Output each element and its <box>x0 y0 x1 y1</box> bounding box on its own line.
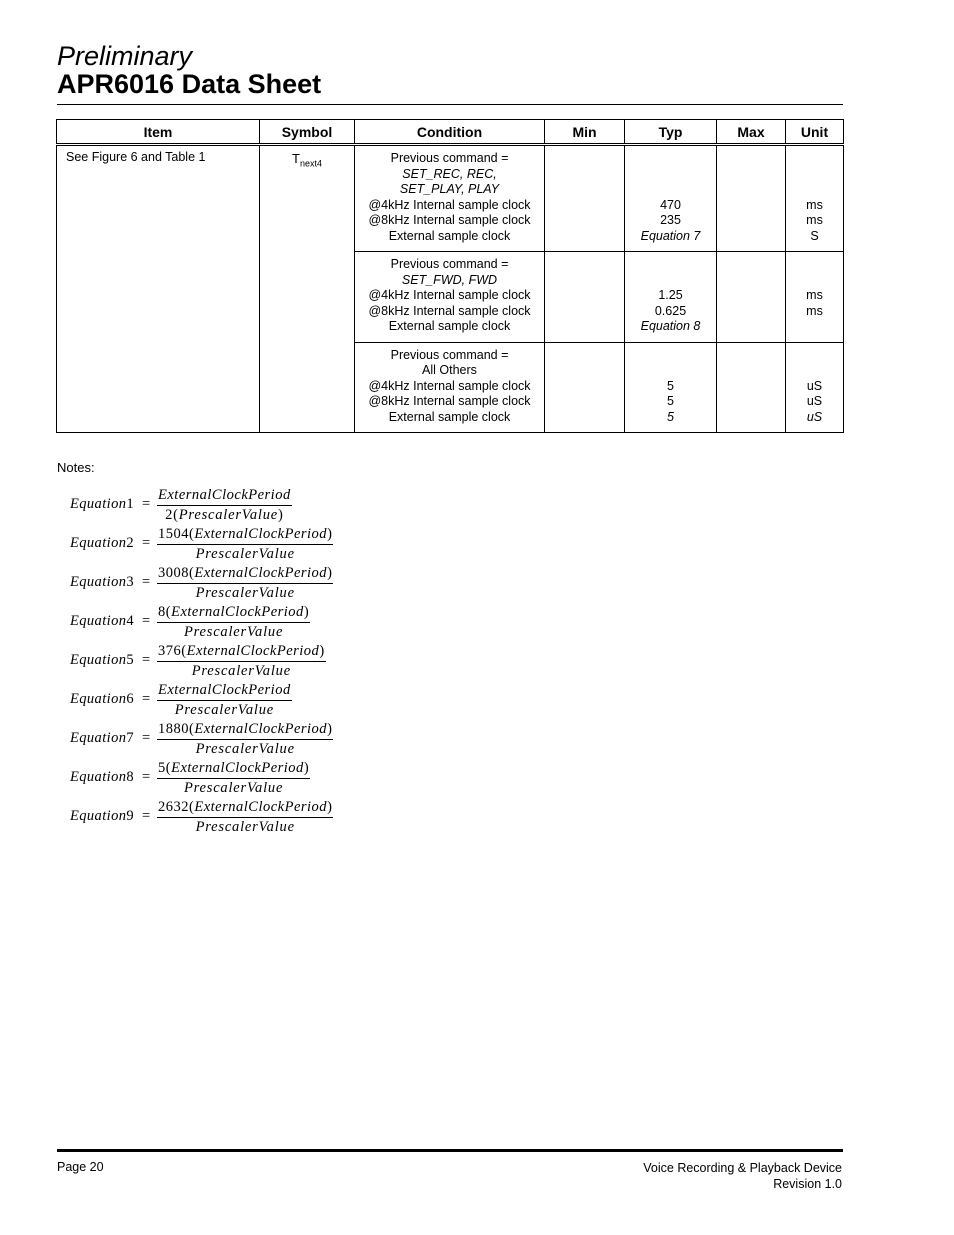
equals-sign: = <box>142 652 151 668</box>
equation-name: Equation <box>70 730 127 746</box>
fraction <box>157 760 310 797</box>
max-cell <box>717 342 786 433</box>
condition-line: SET_FWD, FWD <box>401 272 498 287</box>
equals-sign: = <box>142 808 151 824</box>
unit-line: uS <box>806 394 823 408</box>
unit-line <box>786 273 843 289</box>
condition-line: @8kHz Internal sample clock <box>368 303 531 318</box>
symbol-main: T <box>292 151 300 166</box>
column-header-unit: Unit <box>786 120 844 145</box>
equation-index: 6 <box>126 691 135 707</box>
denominator-expression: PrescalerValue <box>183 780 284 796</box>
footer-divider <box>57 1149 843 1152</box>
equation-label <box>70 613 134 630</box>
denominator-expression: PrescalerValue <box>178 507 279 523</box>
symbol-cell <box>260 145 355 433</box>
numerator-coefficient: 3008 <box>158 565 189 581</box>
column-header-item: Item <box>57 120 260 145</box>
denominator-expression: PrescalerValue <box>195 585 295 601</box>
equals-sign: = <box>142 769 151 785</box>
numerator: 3008(ExternalClockPeriod) <box>157 565 333 584</box>
equation-index: 7 <box>126 730 135 746</box>
numerator-coefficient: 2632 <box>158 799 189 815</box>
denominator-expression: PrescalerValue <box>183 624 284 640</box>
typ-cell <box>625 145 717 252</box>
condition-lines <box>355 343 544 433</box>
condition-cell <box>355 145 545 252</box>
numerator: 8(ExternalClockPeriod) <box>157 604 310 623</box>
fraction <box>157 565 333 602</box>
table-body <box>57 145 844 433</box>
equals-sign: = <box>142 730 151 746</box>
typ-line: 235 <box>660 213 681 227</box>
equals-sign: = <box>142 496 151 512</box>
equation-name: Equation <box>70 769 127 785</box>
denominator-expression: PrescalerValue <box>195 819 295 835</box>
unit-line: S <box>810 228 819 243</box>
denominator <box>157 545 333 563</box>
min-cell <box>545 145 625 252</box>
numerator: 376(ExternalClockPeriod) <box>157 643 326 662</box>
symbol-subscript: next4 <box>299 158 322 169</box>
typ-cell <box>625 252 717 343</box>
typ-line: 5 <box>667 378 674 393</box>
unit-line <box>786 319 843 335</box>
denominator-coefficient: 2 <box>165 507 174 523</box>
fraction <box>157 526 333 563</box>
condition-lines <box>355 252 544 342</box>
numerator-expression: ExternalClockPeriod <box>194 799 328 815</box>
column-header-symbol: Symbol <box>260 120 355 145</box>
fraction <box>157 643 326 680</box>
equation-label <box>70 769 134 786</box>
condition-line: All Others <box>422 363 477 377</box>
equation-name: Equation <box>70 808 127 824</box>
condition-line: @8kHz Internal sample clock <box>368 394 531 408</box>
column-header-typ: Typ <box>625 120 717 145</box>
typ-line <box>625 167 716 183</box>
condition-line: Previous command = <box>390 347 509 362</box>
numerator <box>157 682 292 701</box>
equation-index: 2 <box>126 535 135 551</box>
equation-label <box>70 574 134 591</box>
fraction <box>157 721 333 758</box>
typ-line: 0.625 <box>654 303 687 318</box>
unit-lines <box>786 343 843 433</box>
equation-label <box>70 652 134 669</box>
condition-cell <box>355 342 545 433</box>
unit-line <box>786 348 843 364</box>
unit-line: ms <box>806 288 823 302</box>
equation-label <box>70 730 134 747</box>
unit-line <box>786 167 843 183</box>
numerator-coefficient: 1504 <box>158 526 189 542</box>
numerator-expression: ExternalClockPeriod <box>171 760 304 776</box>
denominator <box>157 818 333 836</box>
column-header-min: Min <box>545 120 625 145</box>
equals-sign: = <box>142 613 151 629</box>
typ-line <box>625 348 716 364</box>
equals-sign: = <box>142 691 151 707</box>
unit-cell <box>786 252 844 343</box>
typ-line: 470 <box>660 197 681 212</box>
condition-line: SET_PLAY, PLAY <box>399 182 500 196</box>
equation-name: Equation <box>70 652 127 668</box>
typ-line <box>625 151 716 167</box>
typ-line: 5 <box>667 409 674 424</box>
equation-name: Equation <box>70 574 127 590</box>
denominator <box>157 584 333 602</box>
denominator <box>157 779 310 797</box>
numerator-expression: ExternalClockPeriod <box>194 565 328 581</box>
unit-line: uS <box>806 378 823 393</box>
condition-line: Previous command = <box>390 151 509 165</box>
min-cell <box>545 342 625 433</box>
denominator-expression: PrescalerValue <box>174 702 274 718</box>
typ-line: 1.25 <box>658 288 683 302</box>
typ-line <box>625 363 716 379</box>
preliminary-label: Preliminary <box>57 41 193 71</box>
footer-info <box>643 1160 842 1192</box>
numerator-expression: ExternalClockPeriod <box>194 721 328 737</box>
table-row <box>57 145 844 252</box>
max-cell <box>717 252 786 343</box>
equation-name: Equation <box>70 535 127 551</box>
unit-line <box>786 257 843 273</box>
numerator: 1880(ExternalClockPeriod) <box>157 721 333 740</box>
denominator-expression: PrescalerValue <box>191 663 291 679</box>
numerator-expression: ExternalClockPeriod <box>158 682 291 698</box>
equation-name: Equation <box>70 496 127 512</box>
numerator-coefficient: 5 <box>158 760 166 776</box>
numerator <box>157 487 292 506</box>
condition-line: Previous command = <box>390 257 509 271</box>
denominator <box>157 662 326 680</box>
typ-lines <box>625 252 716 342</box>
column-header-max: Max <box>717 120 786 145</box>
numerator-coefficient: 8 <box>158 604 166 620</box>
table-header-row <box>57 120 844 145</box>
equation-label <box>70 535 134 552</box>
equals-sign: = <box>142 574 151 590</box>
typ-line: 5 <box>667 394 674 408</box>
equation-name: Equation <box>70 613 127 629</box>
item-cell: See Figure 6 and Table 1 <box>57 145 260 433</box>
equation-label <box>70 496 134 513</box>
unit-line <box>786 151 843 167</box>
denominator <box>157 701 292 719</box>
typ-lines <box>625 146 716 251</box>
fraction <box>157 487 292 524</box>
equation-name: Equation <box>70 691 127 707</box>
header-divider <box>57 104 843 105</box>
equation-label <box>70 808 134 825</box>
condition-line: @8kHz Internal sample clock <box>368 213 531 227</box>
page-number: Page 20 <box>57 1160 104 1174</box>
condition-line: SET_REC, REC, <box>402 166 497 181</box>
equation-label <box>70 691 134 708</box>
unit-line: ms <box>806 197 823 212</box>
fraction <box>157 604 310 641</box>
condition-line: External sample clock <box>388 409 511 424</box>
typ-line <box>625 182 716 198</box>
column-header-condition: Condition <box>355 120 545 145</box>
unit-line <box>786 363 843 379</box>
denominator <box>157 623 310 641</box>
equation-index: 5 <box>126 652 135 668</box>
condition-cell <box>355 252 545 343</box>
numerator-expression: ExternalClockPeriod <box>194 526 328 542</box>
condition-line: @4kHz Internal sample clock <box>368 378 531 393</box>
fraction <box>157 682 292 719</box>
max-cell <box>717 145 786 252</box>
typ-lines <box>625 343 716 433</box>
unit-lines <box>786 252 843 342</box>
unit-lines <box>786 146 843 251</box>
notes-label: Notes: <box>57 460 95 475</box>
condition-line: External sample clock <box>388 228 511 243</box>
equation-index: 9 <box>126 808 135 824</box>
numerator: 2632(ExternalClockPeriod) <box>157 799 333 818</box>
equation-index: 3 <box>126 574 135 590</box>
unit-line: uS <box>806 409 823 424</box>
condition-line: External sample clock <box>388 319 511 333</box>
typ-line: Equation 8 <box>640 319 701 333</box>
numerator: 5(ExternalClockPeriod) <box>157 760 310 779</box>
revision: Revision 1.0 <box>773 1177 842 1191</box>
unit-cell <box>786 145 844 252</box>
timing-spec-table <box>56 119 844 433</box>
unit-cell <box>786 342 844 433</box>
equation-index: 8 <box>126 769 135 785</box>
unit-line: ms <box>806 213 823 227</box>
denominator-expression: PrescalerValue <box>195 741 295 757</box>
typ-line: Equation 7 <box>640 228 701 243</box>
typ-cell <box>625 342 717 433</box>
condition-lines <box>355 146 544 251</box>
denominator-expression: PrescalerValue <box>195 546 295 562</box>
equals-sign: = <box>142 535 151 551</box>
numerator: 1504(ExternalClockPeriod) <box>157 526 333 545</box>
numerator-coefficient: 376 <box>158 643 182 659</box>
page-title: APR6016 Data Sheet <box>57 69 322 99</box>
condition-line: @4kHz Internal sample clock <box>368 288 531 302</box>
typ-line <box>625 273 716 289</box>
unit-line: ms <box>806 303 823 318</box>
denominator: 2(PrescalerValue) <box>165 507 284 523</box>
numerator-coefficient: 1880 <box>158 721 189 737</box>
numerator-expression: ExternalClockPeriod <box>171 604 304 620</box>
numerator-expression: ExternalClockPeriod <box>186 643 320 659</box>
equation-index: 1 <box>126 496 135 512</box>
typ-line <box>625 257 716 273</box>
fraction <box>157 799 333 836</box>
min-cell <box>545 252 625 343</box>
product-name: Voice Recording & Playback Device <box>643 1161 842 1175</box>
numerator-expression: ExternalClockPeriod <box>158 487 291 503</box>
denominator <box>157 740 333 758</box>
unit-line <box>786 182 843 198</box>
condition-line: @4kHz Internal sample clock <box>368 197 531 212</box>
equation-index: 4 <box>126 613 135 629</box>
